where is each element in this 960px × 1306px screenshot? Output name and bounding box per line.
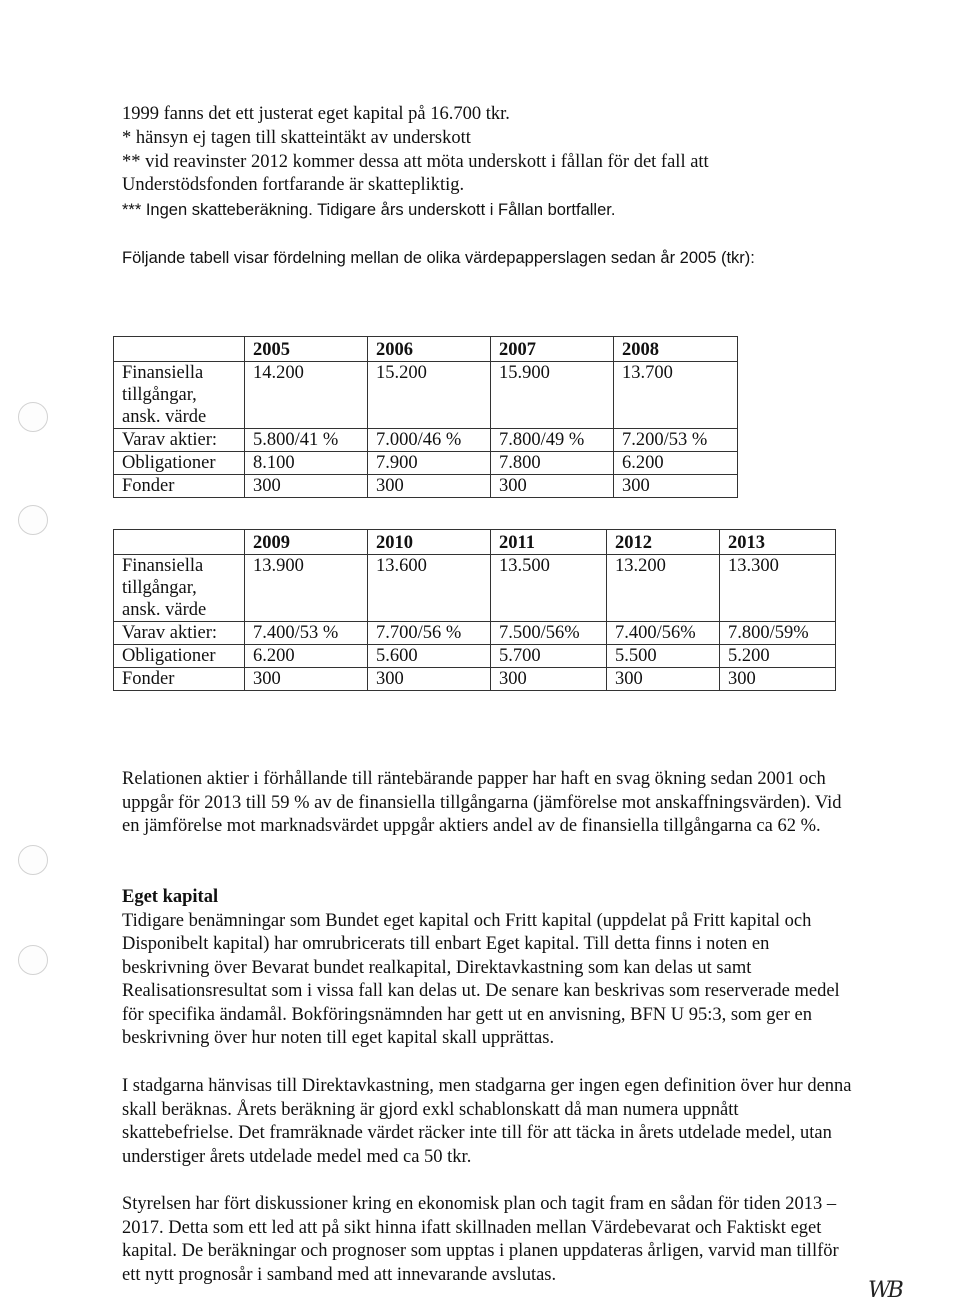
table-corner-cell: [114, 337, 245, 362]
table-cell: 300: [491, 475, 614, 498]
table-intro: Följande tabell visar fördelning mellan de olika värdepapperslagen sedan år 2005 (tkr):: [122, 249, 755, 267]
year-header: 2012: [607, 530, 720, 555]
table-cell: 15.200: [368, 362, 491, 429]
table-cell: 7.200/53 %: [614, 429, 738, 452]
table-cell: 7.900: [368, 452, 491, 475]
table-cell: 14.200: [245, 362, 368, 429]
table-cell: 13.900: [245, 555, 368, 622]
table-cell: 300: [491, 668, 607, 691]
table-row: [114, 645, 836, 668]
table-cell: 7.800/59%: [720, 622, 836, 645]
table-cell: 13.300: [720, 555, 836, 622]
table-row: [114, 362, 738, 429]
table-row: [114, 668, 836, 691]
table-cell: 7.400/53 %: [245, 622, 368, 645]
table-row: [114, 555, 836, 622]
table-cell: 300: [245, 475, 368, 498]
row-label: Fonder: [114, 475, 245, 498]
table-cell: 15.900: [491, 362, 614, 429]
plan-block: [122, 1193, 852, 1287]
table-cell: 300: [614, 475, 738, 498]
note-line: *** Ingen skatteberäkning. Tidigare års underskott i Fållan bortfaller.: [122, 201, 616, 219]
table-cell: 7.400/56%: [607, 622, 720, 645]
table-cell: 6.200: [614, 452, 738, 475]
year-header: 2005: [245, 337, 368, 362]
table-cell: 300: [245, 668, 368, 691]
table-cell: 7.800: [491, 452, 614, 475]
table-row: [114, 622, 836, 645]
intro-line-4: Understödsfonden fortfarande är skattepliktig.: [122, 175, 465, 195]
table-cell: 13.700: [614, 362, 738, 429]
row-label: Finansiella tillgångar, ansk. värde: [114, 555, 245, 622]
table-cell: 5.700: [491, 645, 607, 668]
table-cell: 13.200: [607, 555, 720, 622]
table-row: [114, 452, 738, 475]
allocation-table-2005-2008: [113, 336, 738, 498]
table-cell: 7.800/49 %: [491, 429, 614, 452]
row-label: Obligationer: [114, 645, 245, 668]
table-cell: 6.200: [245, 645, 368, 668]
punch-hole-1: [18, 402, 48, 432]
row-label: Fonder: [114, 668, 245, 691]
table-header-row: [114, 530, 836, 555]
year-header: 2007: [491, 337, 614, 362]
table-cell: 5.800/41 %: [245, 429, 368, 452]
punch-hole-2: [18, 505, 48, 535]
section-heading: Eget kapital: [122, 887, 219, 907]
table-cell: 300: [368, 475, 491, 498]
year-header: 2009: [245, 530, 368, 555]
year-header: 2006: [368, 337, 491, 362]
punch-hole-3: [18, 845, 48, 875]
signature-initials: WB: [868, 1278, 901, 1303]
eget-kapital-paragraph-3: Styrelsen har fört diskussioner kring en ekonomisk plan och tagit fram en sådan för tiden 2013 – 2017. Detta som ett led att på sikt hinna ifatt skillnaden mellan Värdebevarat och Faktiskt eget kapital. De beräkningar och prognoser som upptas i planen uppdateras årligen, varvid man tillför ett nytt prognosår i samband med att innevarande avslutas.: [122, 1194, 839, 1285]
table-cell: 8.100: [245, 452, 368, 475]
relation-paragraph: Relationen aktier i förhållande till räntebärande papper har haft en svag ökning sedan 2001 och uppgår för 2013 till 59 % av de finansiella tillgångarna (jämförelse mot anskaffningsvärden). Vid en jämförelse mot marknadsvärdet uppgår aktiers andel av de finansiella tillgångarna ca 62 %.: [122, 769, 842, 836]
year-header: 2011: [491, 530, 607, 555]
direktavkastning-block: [122, 1075, 852, 1169]
table-row: [114, 429, 738, 452]
table-row: [114, 475, 738, 498]
eget-kapital-paragraph-2: I stadgarna hänvisas till Direktavkastning, men stadgarna ger ingen egen definition över hur denna skall beräknas. Årets beräkning är gjord exkl schablonskatt då man numera uppnått skattebefrielse. Det framräknade värdet räcker inte till för att täcka in årets utdelade medel, utan understiger årets utdelade medel med ca 50 tkr.: [122, 1076, 852, 1167]
punch-hole-4: [18, 945, 48, 975]
year-header: 2010: [368, 530, 491, 555]
table-cell: 5.200: [720, 645, 836, 668]
table-cell: 300: [368, 668, 491, 691]
table-cell: 13.600: [368, 555, 491, 622]
table-cell: 300: [720, 668, 836, 691]
table-cell: 7.700/56 %: [368, 622, 491, 645]
allocation-table-2009-2013: [113, 529, 836, 691]
table-cell: 300: [607, 668, 720, 691]
table-cell: 5.500: [607, 645, 720, 668]
relation-paragraph-block: [122, 768, 852, 839]
table-cell: 13.500: [491, 555, 607, 622]
table-header-row: [114, 337, 738, 362]
table-cell: 7.500/56%: [491, 622, 607, 645]
row-label: Varav aktier:: [114, 429, 245, 452]
year-header: 2008: [614, 337, 738, 362]
row-label: Varav aktier:: [114, 622, 245, 645]
table-cell: 7.000/46 %: [368, 429, 491, 452]
row-label: Obligationer: [114, 452, 245, 475]
eget-kapital-section: [122, 886, 852, 1051]
eget-kapital-paragraph-1: Tidigare benämningar som Bundet eget kapital och Fritt kapital (uppdelat på Fritt kapital och Disponibelt kapital) har omrubricerats till enbart Eget kapital. Till detta finns i noten en beskrivning över Bevarat bundet realkapital, Direktavkastning som kan delas ut samt Realisationsresultat som i vissa fall kan delas ut. De senare kan beskrivas som reserverade medel för specifika ändamål. Bokföringsnämnden har gett ut en anvisning, BFN U 95:3, som ger en beskrivning över hur noten till eget kapital skall upprättas.: [122, 910, 840, 1048]
table-cell: 5.600: [368, 645, 491, 668]
intro-line-2: * hänsyn ej tagen till skatteintäkt av underskott: [122, 128, 471, 148]
row-label: Finansiella tillgångar, ansk. värde: [114, 362, 245, 429]
intro-line-1: 1999 fanns det ett justerat eget kapital på 16.700 tkr.: [122, 104, 510, 124]
intro-line-3: ** vid reavinster 2012 kommer dessa att möta underskott i fållan för det fall att: [122, 152, 709, 172]
year-header: 2013: [720, 530, 836, 555]
table-corner-cell: [114, 530, 245, 555]
